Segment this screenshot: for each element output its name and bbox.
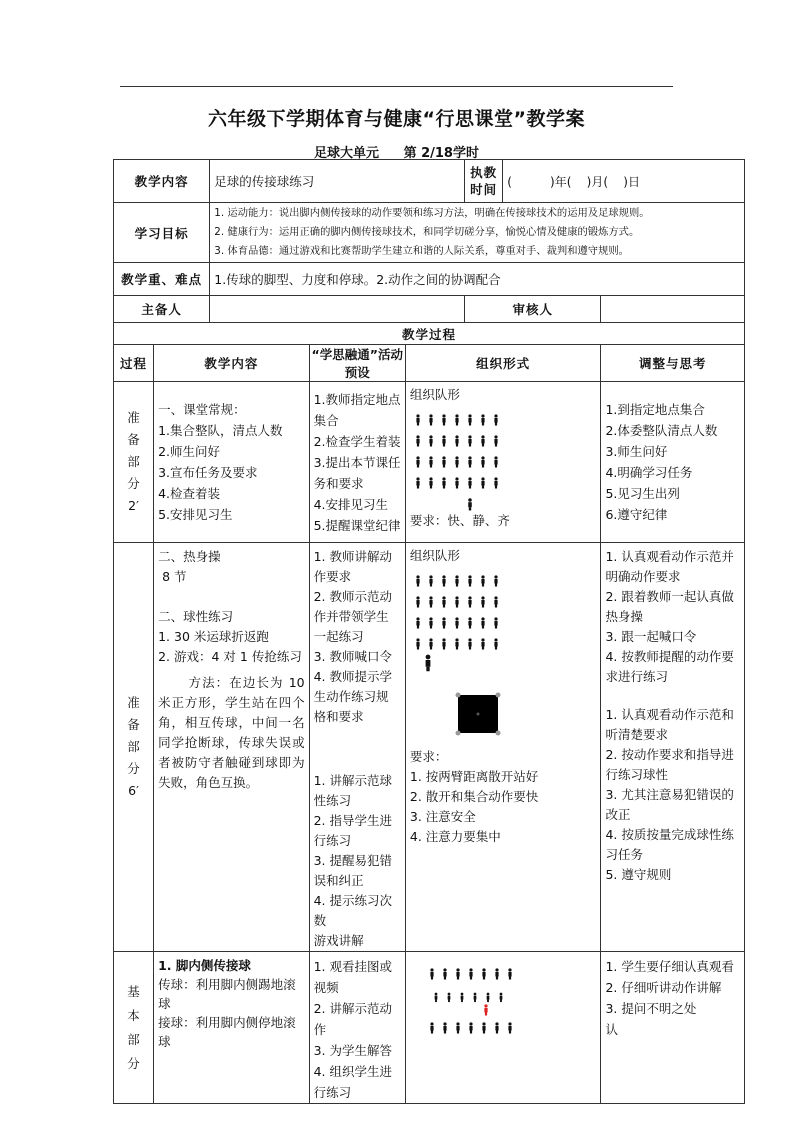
- student-figure: [494, 638, 497, 649]
- content-value: 足球的传接球练习: [210, 160, 465, 203]
- student-figure: [442, 456, 445, 467]
- activity-line: 3. 为学生解答: [313, 1043, 392, 1058]
- adjust-line: 4.明确学习任务: [605, 465, 693, 480]
- phase-char: 6′: [128, 783, 139, 798]
- content-line: 二、热身操: [158, 549, 221, 564]
- goal-item: 1. 运动能力：说出脚内侧传接球的动作要领和练习方法，明确在传接球技术的运用及足球规则。: [214, 207, 650, 219]
- activity-line: 游戏讲解: [313, 933, 364, 948]
- activity-line: 3. 教师喊口令: [313, 649, 392, 664]
- student-figure: [430, 968, 433, 979]
- activity-spacer: [314, 727, 401, 771]
- activity-line: 1. 教师讲解动作要求: [313, 549, 392, 584]
- lesson-number: 第 2/18学时: [403, 146, 479, 161]
- activity-line: 2.检查学生着装: [313, 433, 401, 449]
- adjust-line: 2. 跟着教师一起认真做热身操: [605, 589, 734, 624]
- phase-char: 备: [127, 717, 140, 732]
- adjust-spacer: [605, 687, 740, 705]
- student-figure: [456, 1022, 459, 1033]
- student-figure: [468, 596, 471, 607]
- student-figure: [469, 968, 472, 979]
- activity-line: 2. 指导学生进行练习: [313, 813, 392, 848]
- exec-time-label: [465, 160, 503, 203]
- org-req-item: 4. 注意力要集中: [409, 829, 501, 844]
- student-figure: [429, 456, 432, 467]
- student-figure: [481, 477, 484, 488]
- col-header: 组织形式: [405, 345, 601, 382]
- activity-line: 1. 讲解示范球性练习: [313, 773, 392, 808]
- content-line: 二、球性练习: [158, 609, 234, 624]
- prep-value: [210, 296, 465, 323]
- activity-line: 2. 讲解示范动作: [313, 1001, 392, 1037]
- phase-char: 分: [127, 761, 140, 776]
- org-req-item: 1. 按两臂距离散开站好: [409, 769, 539, 784]
- student-figure: [455, 596, 458, 607]
- activity-line: 4. 组织学生进行练习: [313, 1064, 392, 1100]
- activity-line: 3. 提醒易犯错误和纠正: [313, 853, 392, 888]
- content-line: 一、课堂常规：: [158, 402, 246, 417]
- student-figure: [416, 638, 419, 649]
- header-rule: [120, 86, 673, 87]
- phase-char: 部: [127, 1031, 140, 1047]
- content-line: 1. 30 米运球折返跑: [158, 629, 269, 644]
- content-line: 接球：利用脚内侧停地滚球: [158, 1015, 296, 1049]
- adjust-line: 4. 按教师提醒的动作要求进行练习: [605, 649, 734, 684]
- phase-char: 部: [127, 739, 140, 754]
- student-figure: [429, 414, 432, 425]
- student-figure: [416, 456, 419, 467]
- content-line: 4.检查着装: [158, 486, 221, 501]
- content-line: 8 节: [162, 569, 187, 584]
- formation-diagram: [410, 404, 540, 512]
- student-figure: [468, 435, 471, 446]
- page-title: 六年级下学期体育与健康“行思课堂”教学案: [208, 108, 585, 130]
- key-value: 1.传球的脚型、力度和停球。2.动作之间的协调配合: [210, 263, 745, 296]
- content-line: 传球：利用脚内侧踢地滚球: [158, 977, 296, 1011]
- unit-label: 足球大单元: [314, 146, 380, 161]
- adjust-line: 3. 提问不明之处: [605, 1001, 697, 1016]
- org-title: 组织队形: [409, 387, 460, 402]
- student-figure: [481, 575, 484, 586]
- adjust-line: 2. 仔细听讲动作讲解: [605, 980, 722, 995]
- activity-line: 3.提出本节课任务和要求: [313, 454, 401, 491]
- student-figure: [455, 435, 458, 446]
- review-value: [601, 296, 745, 323]
- activity-line: 5.提醒课堂纪律: [313, 517, 401, 533]
- prep-label: 主备人: [114, 296, 210, 323]
- organization-cell: [405, 382, 601, 543]
- adjust-line: 1. 学生要仔细认真观看: [605, 959, 734, 974]
- student-figure: [468, 575, 471, 586]
- column-header-row: [114, 345, 745, 382]
- phase-char: 本: [127, 1007, 140, 1023]
- adjust-cell: [601, 382, 745, 543]
- content-line: 1.集合整队，清点人数: [158, 423, 283, 438]
- student-figure: [468, 456, 471, 467]
- org-requirements: [410, 747, 597, 847]
- student-figure: [469, 1022, 472, 1033]
- student-figure: [500, 993, 503, 1002]
- student-figure: [481, 435, 484, 446]
- student-figure: [482, 1022, 485, 1033]
- activity-line: 4. 提示练习次数: [313, 893, 392, 928]
- phase-char: 备: [127, 432, 140, 447]
- student-figure: [430, 1022, 433, 1033]
- content-label: 教学内容: [114, 160, 210, 203]
- adjust-line: 1.到指定地点集合: [605, 402, 705, 417]
- student-figure: [429, 617, 432, 628]
- student-figure: [442, 617, 445, 628]
- goal-row: [114, 203, 745, 263]
- col-header: 调整与思考: [601, 345, 745, 382]
- content-row: [114, 160, 745, 203]
- key-row: [114, 263, 745, 296]
- adjust-line: 1. 认真观看动作示范并明确动作要求: [605, 549, 734, 584]
- table-row: [114, 382, 745, 543]
- prep-row: [114, 296, 745, 323]
- adjust-line: 5. 遵守规则: [605, 867, 672, 882]
- student-figure: [425, 655, 430, 672]
- key-label: 教学重、难点: [114, 263, 210, 296]
- student-figure: [429, 596, 432, 607]
- process-row: [114, 323, 745, 345]
- activity-line: 4.安排见习生: [313, 496, 389, 512]
- student-figure: [468, 477, 471, 488]
- organization-cell: [405, 543, 601, 952]
- organization-cell: [405, 952, 601, 1104]
- activity-cell: [309, 382, 405, 543]
- student-figure: [442, 414, 445, 425]
- phase-cell: [114, 382, 154, 543]
- org-req-item: 2. 散开和集合动作要快: [409, 789, 539, 804]
- student-figure: [442, 638, 445, 649]
- student-figure: [416, 435, 419, 446]
- exec-label-line2: 时间: [470, 182, 498, 197]
- student-figure: [455, 414, 458, 425]
- goal-list: [210, 203, 745, 263]
- org-req-item: 3. 注意安全: [409, 809, 476, 824]
- phase-char: 部: [127, 454, 140, 469]
- student-figure: [481, 638, 484, 649]
- table-row: [114, 543, 745, 952]
- adjust-cell: [601, 952, 745, 1104]
- phase-char: 基: [127, 983, 140, 999]
- student-figure: [455, 477, 458, 488]
- formation-diagram: [410, 565, 540, 747]
- student-figure: [455, 617, 458, 628]
- student-figure: [481, 414, 484, 425]
- col-header: 教学内容: [154, 345, 309, 382]
- student-figure: [482, 968, 485, 979]
- adjust-line: 2. 按动作要求和指导进行练习球性: [605, 747, 734, 782]
- student-figure: [474, 993, 477, 1002]
- phase-char: 2′: [128, 498, 139, 513]
- student-figure: [442, 596, 445, 607]
- student-figure: [468, 414, 471, 425]
- student-figure: [481, 596, 484, 607]
- student-figure: [443, 1022, 446, 1033]
- student-figure: [442, 477, 445, 488]
- process-label: 教学过程: [114, 323, 745, 345]
- activity-line: 1. 观看挂图或视频: [313, 959, 392, 995]
- content-title: 1. 脚内侧传接球: [158, 958, 251, 973]
- goal-item: 2. 健康行为：运用正确的脚内侧传接球技术，和同学切磋分享，愉悦心情及健康的锻炼方式。: [214, 226, 640, 238]
- adjust-line: 4. 按质按量完成球性练习任务: [605, 827, 734, 862]
- activity-cell: [309, 543, 405, 952]
- student-figure: [461, 993, 464, 1002]
- student-figure: [416, 477, 419, 488]
- student-figure: [508, 1022, 511, 1033]
- student-figure: [429, 638, 432, 649]
- student-figure: [468, 638, 471, 649]
- adjust-line: 6.遵守纪律: [605, 507, 668, 522]
- col-header: 过程: [114, 345, 154, 382]
- adjust-cell: [601, 543, 745, 952]
- formation-diagram: [410, 956, 540, 1046]
- content-cell: [154, 382, 309, 543]
- student-figure: [456, 968, 459, 979]
- content-paragraph: 方法：在边长为 10 米正方形，学生站在四个角，相互传球，中间一名同学抢断球，传球失误或者被防守者触碰到球即为失败，角色互换。: [158, 675, 309, 790]
- phase-cell: [114, 543, 154, 952]
- content-spacer: [158, 587, 304, 607]
- adjust-line: 3. 尤其注意易犯错误的改正: [605, 787, 734, 822]
- student-figure: [429, 435, 432, 446]
- adjust-line: 2.体委整队清点人数: [605, 423, 718, 438]
- review-label: 审核人: [465, 296, 601, 323]
- adjust-line: 5.见习生出列: [605, 486, 680, 501]
- student-figure: [494, 414, 497, 425]
- adjust-line: 3.师生问好: [605, 444, 668, 459]
- student-figure: [481, 456, 484, 467]
- student-figure: [455, 575, 458, 586]
- student-figure: [494, 596, 497, 607]
- phase-char: 分: [127, 476, 140, 491]
- lesson-plan-table: [113, 159, 745, 1104]
- phase-char: 准: [127, 410, 140, 425]
- activity-line: 2. 教师示范动作并带领学生一起练习: [313, 589, 392, 644]
- student-figure: [468, 498, 472, 510]
- exec-label-line1: 执教: [470, 165, 498, 180]
- student-figure: [495, 968, 498, 979]
- student-figure: [494, 575, 497, 586]
- phase-char: 分: [127, 1055, 140, 1071]
- goal-label: 学习目标: [114, 203, 210, 263]
- student-figure: [442, 575, 445, 586]
- student-figure: [494, 617, 497, 628]
- student-figure: [435, 993, 438, 1002]
- student-figure: [448, 993, 451, 1002]
- student-figure: [442, 435, 445, 446]
- activity-line: 4. 教师提示学生动作练习规格和要求: [313, 669, 392, 724]
- student-figure: [429, 575, 432, 586]
- student-figure: [495, 1022, 498, 1033]
- student-figure: [455, 456, 458, 467]
- content-line: 2.师生问好: [158, 444, 221, 459]
- student-figure: [487, 993, 490, 1002]
- org-title: 组织队形: [409, 548, 460, 563]
- adjust-line: 3. 跟一起喊口令: [605, 629, 697, 644]
- student-figure: [416, 575, 419, 586]
- student-figure: [416, 414, 419, 425]
- student-figure: [416, 596, 419, 607]
- adjust-line: 认: [605, 1022, 618, 1037]
- content-cell: [154, 543, 309, 952]
- col-header: “学思融通”活动预设: [309, 345, 405, 382]
- student-figure: [484, 1004, 487, 1015]
- student-figure: [494, 477, 497, 488]
- student-figure: [455, 638, 458, 649]
- table-row: [114, 952, 745, 1104]
- student-figure: [494, 435, 497, 446]
- content-cell: [154, 952, 309, 1104]
- content-line: 3.宣布任务及要求: [158, 465, 258, 480]
- student-figure: [429, 477, 432, 488]
- org-req-title: 要求：: [409, 749, 448, 764]
- student-figure: [481, 617, 484, 628]
- activity-line: 1.教师指定地点集合: [313, 391, 401, 428]
- student-figure: [468, 617, 471, 628]
- date-field: ( )年( )月( )日: [503, 160, 745, 203]
- phase-cell: [114, 952, 154, 1104]
- content-line: 2. 游戏：4 对 1 传抢练习: [158, 649, 302, 664]
- goal-item: 3. 体育品德：通过游戏和比赛帮助学生建立和谐的人际关系，尊重对手、裁判和遵守规则。: [214, 245, 629, 257]
- content-line: 5.安排见习生: [158, 507, 233, 522]
- student-figure: [443, 968, 446, 979]
- activity-cell: [309, 952, 405, 1104]
- student-figure: [508, 968, 511, 979]
- phase-char: 准: [127, 695, 140, 710]
- student-figure: [494, 456, 497, 467]
- adjust-line: 1. 认真观看动作示范和听清楚要求: [605, 707, 734, 742]
- student-figure: [416, 617, 419, 628]
- org-requirement: 要求：快、静、齐: [409, 513, 510, 528]
